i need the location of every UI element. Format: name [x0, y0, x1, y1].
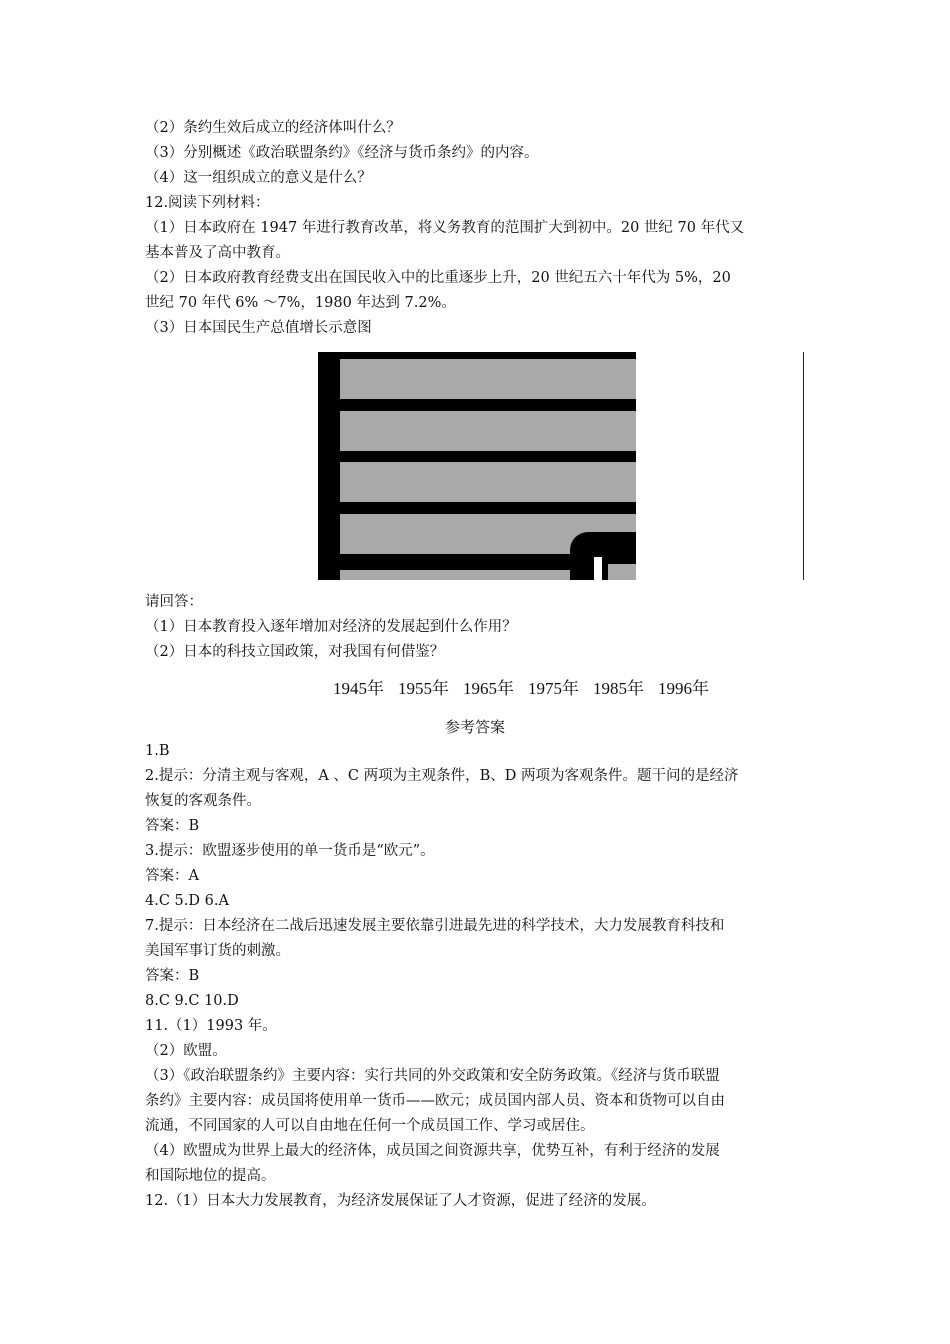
answer-line: 4.C 5.D 6.A	[145, 893, 229, 909]
question-line: （1）日本教育投入逐年增加对经济的发展起到什么作用？	[145, 619, 517, 635]
answer-line: 答案：B	[145, 968, 200, 984]
year-label: 1965年	[463, 679, 514, 698]
material-line: （3）日本国民生产总值增长示意图	[145, 320, 372, 336]
material-line: 基本普及了高中教育。	[145, 245, 290, 261]
material-line: （2）日本政府教育经费支出在国民收入中的比重逐步上升，20 世纪五六十年代为 5%，20	[145, 270, 731, 286]
answer-line: 答案：B	[145, 818, 200, 834]
year-label: 1985年	[593, 679, 644, 698]
answer-line: 11.（1）1993 年。	[145, 1018, 277, 1034]
figure-fill	[608, 564, 636, 580]
answer-line: 1.B	[145, 743, 170, 759]
figure-border-line	[803, 352, 804, 580]
answer-line: 恢复的客观条件。	[145, 793, 261, 809]
year-label: 1945年	[333, 679, 384, 698]
year-label: 1975年	[528, 679, 579, 698]
question-line: （2）条约生效后成立的经济体叫什么？	[145, 120, 401, 136]
answer-line: 美国军事订货的刺激。	[145, 943, 290, 959]
answers-heading: 参考答案	[444, 718, 505, 736]
answer-line: 2.提示：分清主观与客观，A 、C 两项为主观条件，B、D 两项为客观条件。题干问的是经济	[145, 768, 739, 784]
figure-band	[340, 359, 636, 399]
material-line: （1）日本政府在 1947 年进行教育改革，将义务教育的范围扩大到初中。20 世纪 70 年代又	[145, 220, 745, 236]
answer-line: 3.提示：欧盟逐步使用的单一货币是“欧元”。	[145, 843, 435, 859]
year-label: 1955年	[398, 679, 449, 698]
gnp-growth-figure	[318, 352, 636, 580]
figure-band	[340, 462, 636, 502]
question-line: 请回答：	[145, 594, 203, 610]
answer-line: 12.（1）日本大力发展教育，为经济发展保证了人才资源，促进了经济的发展。	[145, 1193, 656, 1209]
answer-line: 7.提示：日本经济在二战后迅速发展主要依靠引进最先进的科学技术，大力发展教育科技和	[145, 918, 725, 934]
answer-line: （4）欧盟成为世界上最大的经济体，成员国之间资源共享，优势互补，有利于经济的发展	[145, 1143, 720, 1159]
figure-gap	[594, 557, 602, 580]
answer-line: 答案：A	[145, 868, 199, 884]
question-line: （3）分别概述《政治联盟条约》《经济与货币条约》的内容。	[145, 145, 539, 161]
answer-line: （2）欧盟。	[145, 1043, 227, 1059]
question-heading: 12.阅读下列材料：	[145, 195, 270, 211]
question-line: （4）这一组织成立的意义是什么？	[145, 170, 372, 186]
chart-year-labels	[333, 678, 723, 700]
year-label: 1996年	[658, 679, 709, 698]
figure-band	[340, 411, 636, 451]
answer-line: 流通，不同国家的人可以自由地在任何一个成员国工作、学习或居住。	[145, 1118, 595, 1134]
material-line: 世纪 70 年代 6% ～7%，1980 年达到 7.2%。	[145, 295, 456, 311]
answer-line: 8.C 9.C 10.D	[145, 993, 239, 1009]
answer-line: 条约》主要内容：成员国将使用单一货币——欧元；成员国内部人员、资本和货物可以自由	[145, 1093, 725, 1109]
question-line: （2）日本的科技立国政策，对我国有何借鉴？	[145, 644, 445, 660]
answer-line: （3）《政治联盟条约》主要内容：实行共同的外交政策和安全防务政策。《经济与货币联盟	[145, 1068, 720, 1084]
answer-line: 和国际地位的提高。	[145, 1168, 276, 1184]
